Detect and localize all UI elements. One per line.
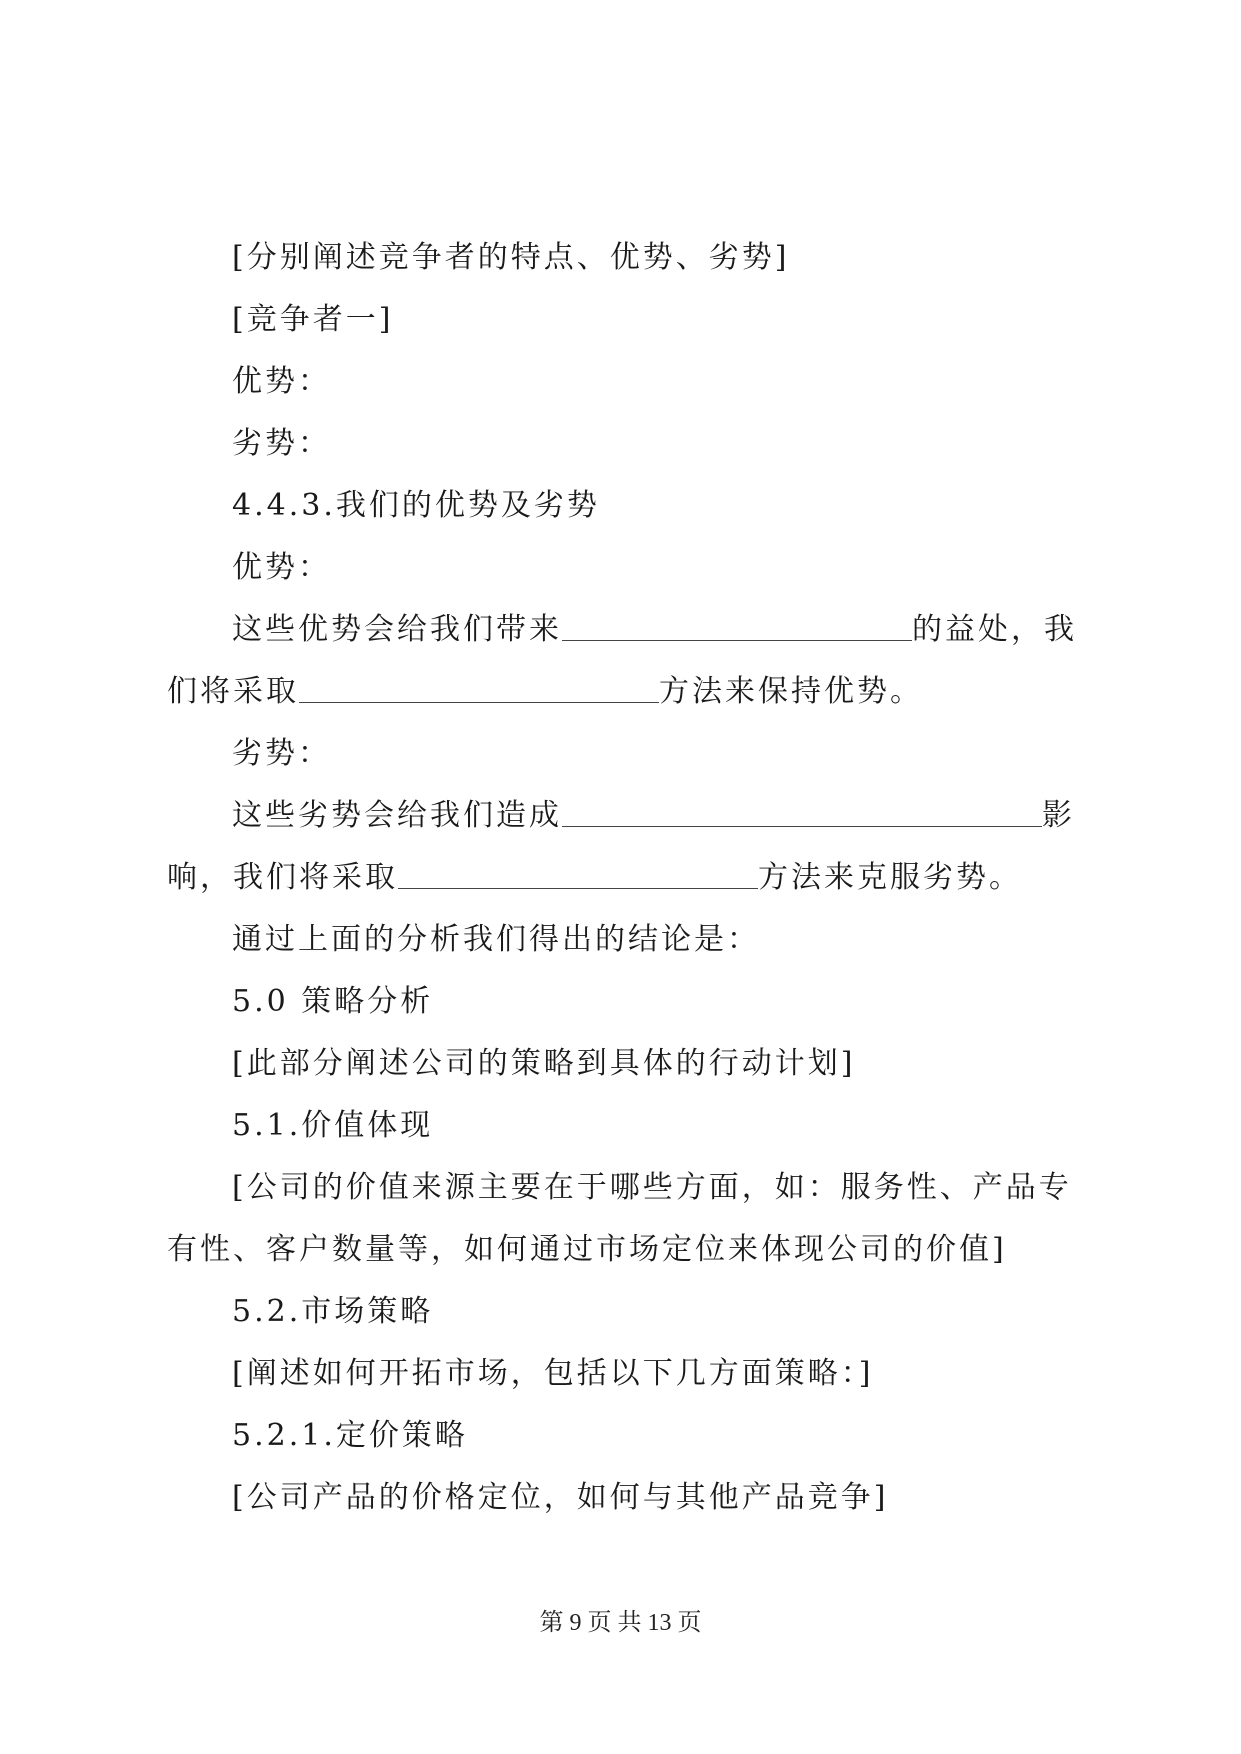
- page-footer: 第 9 页 共 13 页: [539, 1610, 702, 1636]
- text-line: [此部分阐述公司的策略到具体的行动计划]: [232, 1046, 856, 1081]
- text-segment: 影: [1042, 798, 1075, 833]
- fill-in-blank: [562, 612, 912, 641]
- text-segment: 这些劣势会给我们造成: [232, 798, 562, 833]
- text-line: [竞争者一]: [232, 302, 394, 337]
- section-heading: 5.2.1.定价策略: [232, 1418, 468, 1453]
- text-segment: 响，我们将采取: [167, 860, 398, 895]
- section-heading: 5.2.市场策略: [232, 1294, 434, 1329]
- text-segment: 们将采取: [167, 674, 299, 709]
- fill-in-blank: [398, 860, 758, 889]
- section-heading: 5.1.价值体现: [232, 1108, 434, 1143]
- fill-in-blank: [562, 798, 1042, 827]
- paragraph-line: [232, 610, 1077, 650]
- text-line: 劣势：: [232, 736, 331, 771]
- section-heading: 4.4.3.我们的优势及劣势: [232, 488, 600, 523]
- text-segment: 的益处，我: [912, 612, 1077, 647]
- text-line: 通过上面的分析我们得出的结论是：: [232, 922, 760, 957]
- fill-in-blank: [299, 674, 659, 703]
- text-line: 优势：: [232, 364, 331, 399]
- text-segment: 这些优势会给我们带来: [232, 612, 562, 647]
- text-line: 优势：: [232, 550, 331, 585]
- text-line: [分别阐述竞争者的特点、优势、劣势]: [232, 240, 790, 275]
- text-line: 有性、客户数量等，如何通过市场定位来体现公司的价值]: [167, 1232, 1007, 1267]
- section-heading: 5.0 策略分析: [232, 984, 434, 1019]
- paragraph-line: [167, 858, 1022, 898]
- paragraph-line: [167, 672, 923, 712]
- text-segment: 方法来保持优势。: [659, 674, 923, 709]
- text-segment: 方法来克服劣势。: [758, 860, 1022, 895]
- paragraph-line: [232, 796, 1075, 836]
- text-line: [阐述如何开拓市场，包括以下几方面策略：]: [232, 1356, 874, 1391]
- text-line: [公司的价值来源主要在于哪些方面，如：服务性、产品专: [232, 1170, 1072, 1205]
- text-line: 劣势：: [232, 426, 331, 461]
- text-line: [公司产品的价格定位，如何与其他产品竞争]: [232, 1480, 889, 1515]
